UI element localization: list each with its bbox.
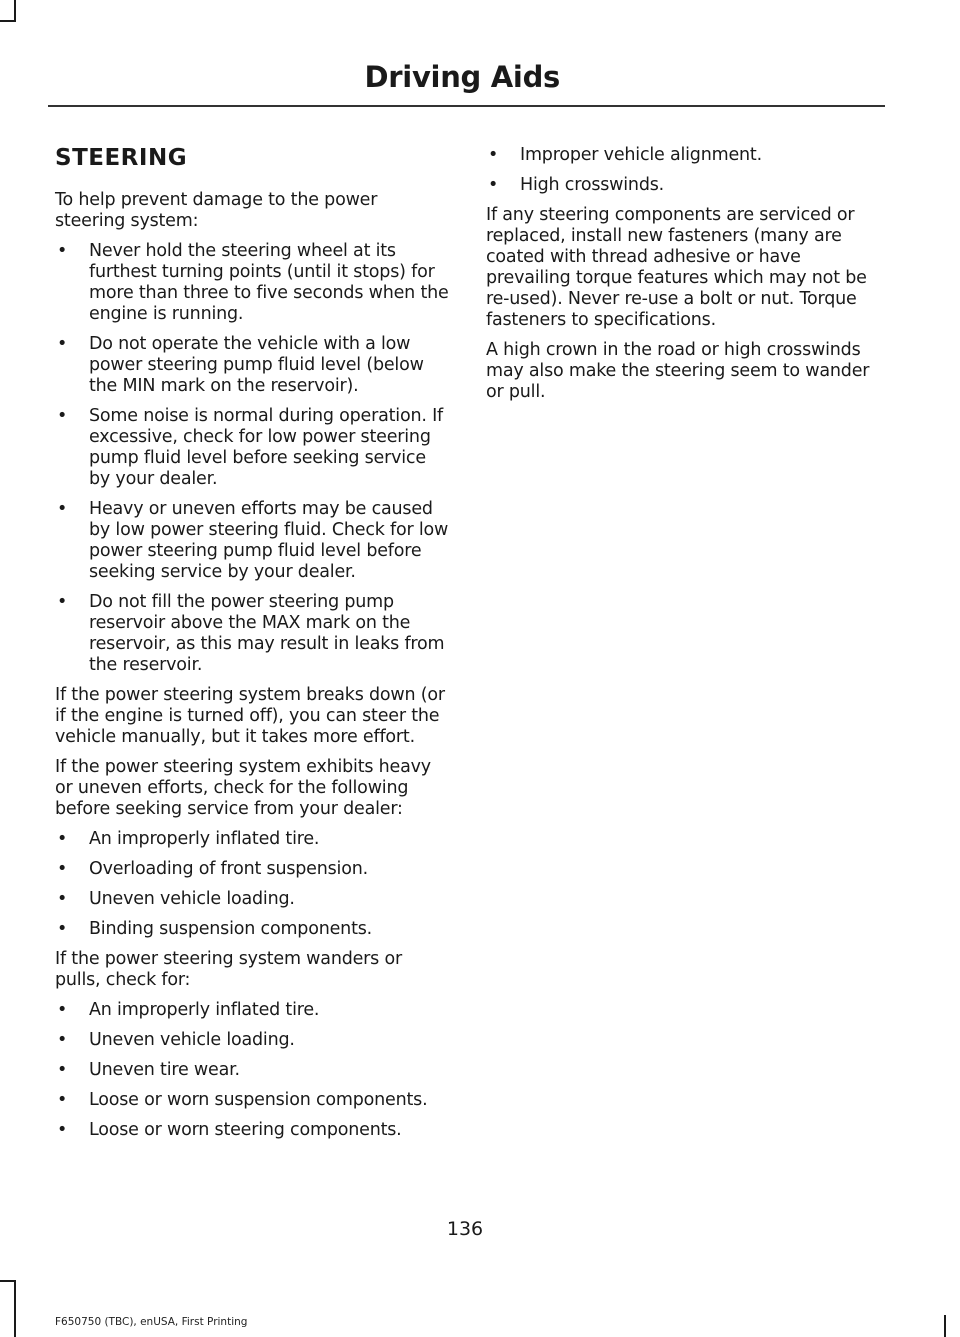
list-item: • Improper vehicle alignment. <box>488 145 762 165</box>
breakdown-paragraph: If the power steering system breaks down (or if the engine is turned off), you can steer the vehicle manually, but it takes more effort. <box>55 685 445 747</box>
crop-mark-top-left <box>14 0 16 20</box>
precautions-list <box>55 241 450 676</box>
list-item: • Loose or worn steering components. <box>57 1120 402 1140</box>
wander-list <box>55 1000 450 1141</box>
bullet-icon: • <box>57 919 68 939</box>
steering-heading: STEERING <box>55 145 188 171</box>
list-item: • Loose or worn suspension components. <box>57 1090 428 1110</box>
crown-paragraph: A high crown in the road or high crosswinds may also make the steering seem to wander or pull. <box>486 340 870 402</box>
bullet-icon: • <box>57 829 68 849</box>
bullet-icon: • <box>57 499 68 519</box>
wander-list-continued <box>486 145 882 196</box>
list-item: • Heavy or uneven efforts may be caused by low power steering fluid. Check for low power steering pump fluid level before seeking service by your dealer. <box>57 499 449 582</box>
right-column <box>486 145 882 412</box>
bullet-icon: • <box>57 592 68 612</box>
bullet-icon: • <box>57 1060 68 1080</box>
heavy-effort-paragraph: If the power steering system exhibits heavy or uneven efforts, check for the following before seeking service from your dealer: <box>55 757 431 819</box>
list-item: • Do not operate the vehicle with a low power steering pump fluid level (below the MIN mark on the reservoir). <box>57 334 424 396</box>
page-number: 136 <box>446 1218 484 1240</box>
bullet-icon: • <box>57 406 68 426</box>
list-item: • Do not fill the power steering pump reservoir above the MAX mark on the reservoir, as this may result in leaks from the reservoir. <box>57 592 445 675</box>
bullet-icon: • <box>57 1120 68 1140</box>
fastener-paragraph: If any steering components are serviced or replaced, install new fasteners (many are coated with thread adhesive or have prevailing torque features which may not be re-used). Never re-use a bolt or nut. Torque fasteners to specifications. <box>486 205 867 330</box>
bullet-icon: • <box>57 1000 68 1020</box>
list-item: • Uneven tire wear. <box>57 1060 240 1080</box>
bullet-icon: • <box>57 1030 68 1050</box>
list-item: • An improperly inflated tire. <box>57 829 320 849</box>
list-item: • Uneven vehicle loading. <box>57 889 295 909</box>
bullet-icon: • <box>57 241 68 261</box>
bullet-icon: • <box>57 1090 68 1110</box>
left-column <box>55 145 450 1150</box>
bullet-icon: • <box>488 145 499 165</box>
header-divider <box>48 105 885 107</box>
bullet-icon: • <box>488 175 499 195</box>
print-info: F650750 (TBC), enUSA, First Printing <box>55 1316 248 1328</box>
bullet-icon: • <box>57 334 68 354</box>
list-item: • Some noise is normal during operation. If excessive, check for low power steering pump fluid level before seeking service by your dealer. <box>57 406 444 489</box>
crop-mark-bottom-right <box>944 1315 946 1337</box>
list-item: • Overloading of front suspension. <box>57 859 368 879</box>
intro-paragraph: To help prevent damage to the power steering system: <box>55 190 378 231</box>
list-item: • Never hold the steering wheel at its furthest turning points (until it stops) for more than three to five seconds when the engine is running. <box>57 241 449 324</box>
crop-mark-bottom-left <box>14 1280 16 1337</box>
wander-paragraph: If the power steering system wanders or pulls, check for: <box>55 949 402 990</box>
list-item: • An improperly inflated tire. <box>57 1000 320 1020</box>
bullet-icon: • <box>57 889 68 909</box>
list-item: • High crosswinds. <box>488 175 665 195</box>
list-item: • Uneven vehicle loading. <box>57 1030 295 1050</box>
bullet-icon: • <box>57 859 68 879</box>
crop-mark-top-left-h <box>0 20 16 22</box>
heavy-effort-list <box>55 829 450 940</box>
crop-mark-bottom-left-h <box>0 1280 16 1282</box>
section-title: Driving Aids <box>364 60 560 94</box>
list-item: • Binding suspension components. <box>57 919 373 939</box>
